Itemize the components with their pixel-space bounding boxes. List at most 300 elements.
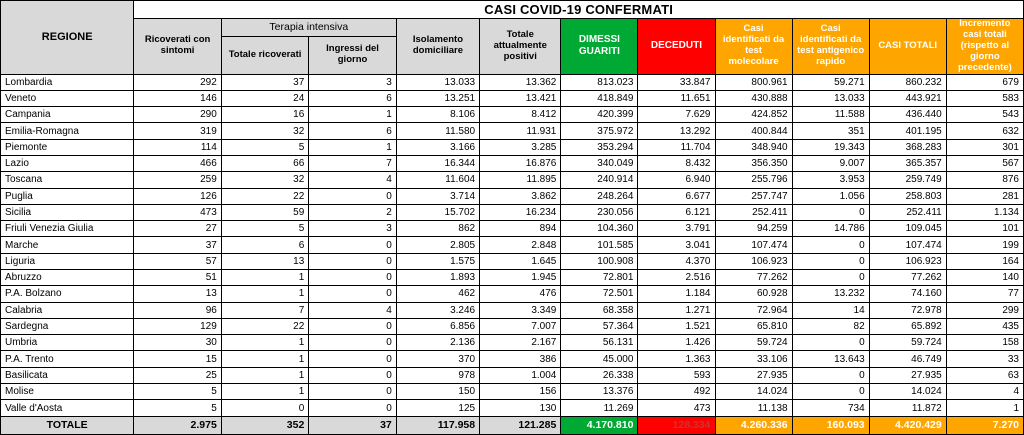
cell-terapia-intensiva-totale: 1 [221, 367, 308, 383]
cell-molecolare: 27.935 [715, 367, 792, 383]
cell-regione: P.A. Bolzano [1, 286, 134, 302]
cell-antigenico: 11.588 [792, 107, 869, 123]
cell-terapia-intensiva-totale: 1 [221, 335, 308, 351]
cell-ricoverati: 126 [134, 188, 221, 204]
table-row [1, 253, 1024, 269]
cell-regione: Lombardia [1, 74, 134, 90]
cell-casi-totali: 443.921 [869, 90, 946, 106]
cell-molecolare: 356.350 [715, 156, 792, 172]
table-row [1, 74, 1024, 90]
cell-ricoverati: 146 [134, 90, 221, 106]
header-totale-attualmente-positivi: Totale attualmente positivi [480, 19, 561, 75]
cell-incremento: 1 [946, 400, 1023, 417]
cell-ricoverati: 96 [134, 302, 221, 318]
cell-ricoverati: 27 [134, 221, 221, 237]
cell-incremento: 632 [946, 123, 1023, 139]
total-casi-totali: 4.420.429 [869, 416, 946, 434]
cell-ricoverati: 114 [134, 139, 221, 155]
cell-terapia-intensiva-totale: 1 [221, 351, 308, 367]
cell-terapia-intensiva-ingressi: 0 [309, 383, 396, 399]
cell-positivi: 1.645 [480, 253, 561, 269]
cell-incremento: 158 [946, 335, 1023, 351]
cell-positivi: 476 [480, 286, 561, 302]
table-row [1, 302, 1024, 318]
cell-incremento: 63 [946, 367, 1023, 383]
cell-ricoverati: 37 [134, 237, 221, 253]
cell-incremento: 435 [946, 318, 1023, 334]
cell-deceduti: 7.629 [638, 107, 715, 123]
cell-casi-totali: 65.892 [869, 318, 946, 334]
cell-antigenico: 13.643 [792, 351, 869, 367]
cell-casi-totali: 14.024 [869, 383, 946, 399]
cell-incremento: 543 [946, 107, 1023, 123]
cell-casi-totali: 109.045 [869, 221, 946, 237]
cell-molecolare: 106.923 [715, 253, 792, 269]
cell-regione: Molise [1, 383, 134, 399]
cell-molecolare: 65.810 [715, 318, 792, 334]
cell-antigenico: 0 [792, 204, 869, 220]
cell-guariti: 45.000 [561, 351, 638, 367]
cell-isolamento: 1.575 [396, 253, 479, 269]
cell-regione: Toscana [1, 172, 134, 188]
cell-ricoverati: 466 [134, 156, 221, 172]
cell-deceduti: 1.521 [638, 318, 715, 334]
cell-isolamento: 8.106 [396, 107, 479, 123]
header-terapia-intensiva: Terapia intensiva [221, 19, 396, 37]
cell-incremento: 33 [946, 351, 1023, 367]
cell-ricoverati: 129 [134, 318, 221, 334]
cell-guariti: 418.849 [561, 90, 638, 106]
total-guariti: 4.170.810 [561, 416, 638, 434]
cell-terapia-intensiva-totale: 13 [221, 253, 308, 269]
total-ricoverati: 2.975 [134, 416, 221, 434]
cell-terapia-intensiva-ingressi: 0 [309, 318, 396, 334]
cell-antigenico: 3.953 [792, 172, 869, 188]
cell-molecolare: 257.747 [715, 188, 792, 204]
cell-regione: Calabria [1, 302, 134, 318]
cell-isolamento: 3.714 [396, 188, 479, 204]
cell-positivi: 2.167 [480, 335, 561, 351]
cell-incremento: 301 [946, 139, 1023, 155]
cell-positivi: 16.876 [480, 156, 561, 172]
cell-positivi: 13.421 [480, 90, 561, 106]
cell-molecolare: 14.024 [715, 383, 792, 399]
cell-molecolare: 430.888 [715, 90, 792, 106]
cell-guariti: 240.914 [561, 172, 638, 188]
cell-positivi: 130 [480, 400, 561, 417]
cell-isolamento: 13.251 [396, 90, 479, 106]
total-terapia-intensiva-totale: 352 [221, 416, 308, 434]
total-positivi: 121.285 [480, 416, 561, 434]
cell-terapia-intensiva-ingressi: 0 [309, 335, 396, 351]
cell-antigenico: 59.271 [792, 74, 869, 90]
cell-casi-totali: 860.232 [869, 74, 946, 90]
cell-regione: Emilia-Romagna [1, 123, 134, 139]
cell-incremento: 1.134 [946, 204, 1023, 220]
cell-casi-totali: 106.923 [869, 253, 946, 269]
cell-terapia-intensiva-ingressi: 3 [309, 221, 396, 237]
cell-incremento: 583 [946, 90, 1023, 106]
cell-incremento: 299 [946, 302, 1023, 318]
cell-terapia-intensiva-ingressi: 1 [309, 139, 396, 155]
cell-terapia-intensiva-ingressi: 4 [309, 302, 396, 318]
cell-isolamento: 1.893 [396, 269, 479, 285]
cell-incremento: 281 [946, 188, 1023, 204]
cell-guariti: 813.023 [561, 74, 638, 90]
cell-deceduti: 593 [638, 367, 715, 383]
cell-terapia-intensiva-ingressi: 0 [309, 351, 396, 367]
cell-terapia-intensiva-ingressi: 0 [309, 253, 396, 269]
header-regione: REGIONE [1, 1, 134, 75]
cell-guariti: 375.972 [561, 123, 638, 139]
cell-deceduti: 1.184 [638, 286, 715, 302]
total-row [1, 416, 1024, 434]
cell-antigenico: 14.786 [792, 221, 869, 237]
cell-positivi: 13.362 [480, 74, 561, 90]
cell-guariti: 230.056 [561, 204, 638, 220]
cell-guariti: 104.360 [561, 221, 638, 237]
cell-guariti: 68.358 [561, 302, 638, 318]
total-antigenico: 160.093 [792, 416, 869, 434]
cell-antigenico: 19.343 [792, 139, 869, 155]
cell-positivi: 2.848 [480, 237, 561, 253]
cell-terapia-intensiva-totale: 32 [221, 123, 308, 139]
cell-casi-totali: 401.195 [869, 123, 946, 139]
cell-antigenico: 0 [792, 335, 869, 351]
cell-incremento: 164 [946, 253, 1023, 269]
cell-terapia-intensiva-ingressi: 4 [309, 172, 396, 188]
table-title: CASI COVID-19 CONFERMATI [134, 1, 1024, 19]
cell-casi-totali: 11.872 [869, 400, 946, 417]
cell-terapia-intensiva-totale: 0 [221, 400, 308, 417]
cell-terapia-intensiva-ingressi: 6 [309, 123, 396, 139]
cell-guariti: 72.501 [561, 286, 638, 302]
cell-ricoverati: 51 [134, 269, 221, 285]
cell-ricoverati: 13 [134, 286, 221, 302]
cell-terapia-intensiva-ingressi: 0 [309, 400, 396, 417]
cell-terapia-intensiva-ingressi: 0 [309, 286, 396, 302]
cell-ricoverati: 319 [134, 123, 221, 139]
cell-casi-totali: 77.262 [869, 269, 946, 285]
table-row [1, 139, 1024, 155]
cell-regione: Valle d'Aosta [1, 400, 134, 417]
cell-molecolare: 255.796 [715, 172, 792, 188]
cell-isolamento: 3.246 [396, 302, 479, 318]
total-isolamento: 117.958 [396, 416, 479, 434]
header-dimessi-guariti: DIMESSI GUARITI [561, 19, 638, 75]
cell-terapia-intensiva-totale: 66 [221, 156, 308, 172]
table-row [1, 90, 1024, 106]
cell-terapia-intensiva-totale: 1 [221, 383, 308, 399]
cell-molecolare: 77.262 [715, 269, 792, 285]
cell-terapia-intensiva-totale: 37 [221, 74, 308, 90]
cell-guariti: 248.264 [561, 188, 638, 204]
cell-antigenico: 0 [792, 383, 869, 399]
header-casi-test-molecolare: Casi identificati da test molecolare [715, 19, 792, 75]
header-ingressi-del-giorno: Ingressi del giorno [309, 37, 396, 75]
cell-terapia-intensiva-ingressi: 1 [309, 107, 396, 123]
cell-isolamento: 15.702 [396, 204, 479, 220]
cell-deceduti: 1.426 [638, 335, 715, 351]
cell-incremento: 4 [946, 383, 1023, 399]
cell-molecolare: 348.940 [715, 139, 792, 155]
cell-molecolare: 60.928 [715, 286, 792, 302]
cell-molecolare: 107.474 [715, 237, 792, 253]
cell-antigenico: 0 [792, 237, 869, 253]
cell-regione: Abruzzo [1, 269, 134, 285]
cell-guariti: 57.364 [561, 318, 638, 334]
cell-antigenico: 13.033 [792, 90, 869, 106]
cell-regione: Liguria [1, 253, 134, 269]
cell-deceduti: 13.292 [638, 123, 715, 139]
cell-casi-totali: 252.411 [869, 204, 946, 220]
cell-deceduti: 3.041 [638, 237, 715, 253]
cell-casi-totali: 368.283 [869, 139, 946, 155]
table-footer [1, 416, 1024, 434]
table-header [1, 1, 1024, 75]
cell-regione: Sardegna [1, 318, 134, 334]
cell-terapia-intensiva-ingressi: 0 [309, 367, 396, 383]
cell-isolamento: 3.166 [396, 139, 479, 155]
table-row [1, 221, 1024, 237]
cell-regione: Basilicata [1, 367, 134, 383]
cell-guariti: 100.908 [561, 253, 638, 269]
cell-guariti: 340.049 [561, 156, 638, 172]
cell-molecolare: 72.964 [715, 302, 792, 318]
cell-positivi: 1.004 [480, 367, 561, 383]
cell-molecolare: 59.724 [715, 335, 792, 351]
header-group-row [1, 19, 1024, 37]
cell-regione: Veneto [1, 90, 134, 106]
cell-deceduti: 6.121 [638, 204, 715, 220]
cell-guariti: 420.399 [561, 107, 638, 123]
total-deceduti: 128.334 [638, 416, 715, 434]
cell-antigenico: 13.232 [792, 286, 869, 302]
cell-antigenico: 1.056 [792, 188, 869, 204]
cell-molecolare: 252.411 [715, 204, 792, 220]
cell-molecolare: 424.852 [715, 107, 792, 123]
cell-casi-totali: 436.440 [869, 107, 946, 123]
cell-regione: P.A. Trento [1, 351, 134, 367]
table-row [1, 367, 1024, 383]
cell-positivi: 11.931 [480, 123, 561, 139]
cell-casi-totali: 59.724 [869, 335, 946, 351]
cell-regione: Campania [1, 107, 134, 123]
cell-regione: Friuli Venezia Giulia [1, 221, 134, 237]
cell-antigenico: 0 [792, 367, 869, 383]
cell-positivi: 3.862 [480, 188, 561, 204]
header-casi-test-antigenico: Casi identificati da test antigenico rapido [792, 19, 869, 75]
cell-terapia-intensiva-ingressi: 3 [309, 74, 396, 90]
cell-guariti: 72.801 [561, 269, 638, 285]
cell-terapia-intensiva-totale: 5 [221, 139, 308, 155]
cell-incremento: 567 [946, 156, 1023, 172]
total-terapia-intensiva-ingressi: 37 [309, 416, 396, 434]
table-row [1, 383, 1024, 399]
cell-guariti: 11.269 [561, 400, 638, 417]
table-row [1, 107, 1024, 123]
cell-positivi: 1.945 [480, 269, 561, 285]
cell-casi-totali: 27.935 [869, 367, 946, 383]
cell-terapia-intensiva-totale: 6 [221, 237, 308, 253]
cell-isolamento: 862 [396, 221, 479, 237]
cell-guariti: 56.131 [561, 335, 638, 351]
cell-ricoverati: 57 [134, 253, 221, 269]
cell-isolamento: 13.033 [396, 74, 479, 90]
cell-isolamento: 16.344 [396, 156, 479, 172]
cell-casi-totali: 74.160 [869, 286, 946, 302]
cell-casi-totali: 107.474 [869, 237, 946, 253]
cell-terapia-intensiva-ingressi: 2 [309, 204, 396, 220]
cell-deceduti: 1.271 [638, 302, 715, 318]
cell-terapia-intensiva-totale: 59 [221, 204, 308, 220]
cell-regione: Piemonte [1, 139, 134, 155]
cell-terapia-intensiva-totale: 7 [221, 302, 308, 318]
cell-antigenico: 82 [792, 318, 869, 334]
cell-incremento: 679 [946, 74, 1023, 90]
cell-deceduti: 473 [638, 400, 715, 417]
cell-isolamento: 978 [396, 367, 479, 383]
cell-deceduti: 1.363 [638, 351, 715, 367]
table-body [1, 74, 1024, 416]
cell-isolamento: 150 [396, 383, 479, 399]
cell-antigenico: 0 [792, 253, 869, 269]
cell-casi-totali: 259.749 [869, 172, 946, 188]
cell-deceduti: 4.370 [638, 253, 715, 269]
cell-isolamento: 11.580 [396, 123, 479, 139]
cell-isolamento: 370 [396, 351, 479, 367]
header-isolamento-domiciliare: Isolamento domiciliare [396, 19, 479, 75]
cell-antigenico: 14 [792, 302, 869, 318]
cell-isolamento: 2.136 [396, 335, 479, 351]
cell-guariti: 13.376 [561, 383, 638, 399]
cell-positivi: 16.234 [480, 204, 561, 220]
cell-guariti: 101.585 [561, 237, 638, 253]
cell-isolamento: 2.805 [396, 237, 479, 253]
cell-regione: Puglia [1, 188, 134, 204]
cell-ricoverati: 292 [134, 74, 221, 90]
cell-positivi: 11.895 [480, 172, 561, 188]
table-row [1, 188, 1024, 204]
cell-terapia-intensiva-totale: 32 [221, 172, 308, 188]
total-incremento: 7.270 [946, 416, 1023, 434]
header-ricoverati-con-sintomi: Ricoverati con sintomi [134, 19, 221, 75]
cell-positivi: 7.007 [480, 318, 561, 334]
cell-antigenico: 9.007 [792, 156, 869, 172]
cell-terapia-intensiva-totale: 24 [221, 90, 308, 106]
cell-terapia-intensiva-totale: 1 [221, 269, 308, 285]
table-row [1, 237, 1024, 253]
cell-terapia-intensiva-ingressi: 0 [309, 188, 396, 204]
total-label: TOTALE [1, 416, 134, 434]
cell-terapia-intensiva-totale: 5 [221, 221, 308, 237]
cell-regione: Umbria [1, 335, 134, 351]
cell-positivi: 8.412 [480, 107, 561, 123]
cell-ricoverati: 25 [134, 367, 221, 383]
cell-regione: Lazio [1, 156, 134, 172]
cell-molecolare: 94.259 [715, 221, 792, 237]
cell-positivi: 386 [480, 351, 561, 367]
table-row [1, 335, 1024, 351]
table-row [1, 156, 1024, 172]
cell-deceduti: 11.704 [638, 139, 715, 155]
cell-terapia-intensiva-ingressi: 7 [309, 156, 396, 172]
cell-regione: Sicilia [1, 204, 134, 220]
cell-molecolare: 800.961 [715, 74, 792, 90]
cell-deceduti: 2.516 [638, 269, 715, 285]
cell-terapia-intensiva-totale: 22 [221, 188, 308, 204]
table-row [1, 318, 1024, 334]
cell-terapia-intensiva-ingressi: 0 [309, 237, 396, 253]
cell-isolamento: 11.604 [396, 172, 479, 188]
table-row [1, 172, 1024, 188]
cell-terapia-intensiva-totale: 1 [221, 286, 308, 302]
table-row [1, 269, 1024, 285]
cell-ricoverati: 15 [134, 351, 221, 367]
cell-deceduti: 33.847 [638, 74, 715, 90]
cell-isolamento: 462 [396, 286, 479, 302]
table-row [1, 286, 1024, 302]
cell-ricoverati: 259 [134, 172, 221, 188]
cell-casi-totali: 365.357 [869, 156, 946, 172]
cell-deceduti: 6.677 [638, 188, 715, 204]
cell-positivi: 894 [480, 221, 561, 237]
cell-deceduti: 3.791 [638, 221, 715, 237]
cell-deceduti: 492 [638, 383, 715, 399]
cell-ricoverati: 290 [134, 107, 221, 123]
cell-positivi: 156 [480, 383, 561, 399]
cell-isolamento: 125 [396, 400, 479, 417]
header-title-row [1, 1, 1024, 19]
table-row [1, 351, 1024, 367]
cell-casi-totali: 46.749 [869, 351, 946, 367]
cell-deceduti: 6.940 [638, 172, 715, 188]
header-totale-ricoverati: Totale ricoverati [221, 37, 308, 75]
cell-antigenico: 351 [792, 123, 869, 139]
header-incremento-casi-totali: Incremento casi totali (rispetto al giorno precedente) [946, 19, 1023, 75]
cell-isolamento: 6.856 [396, 318, 479, 334]
cell-molecolare: 33.106 [715, 351, 792, 367]
cell-terapia-intensiva-ingressi: 0 [309, 269, 396, 285]
cell-guariti: 26.338 [561, 367, 638, 383]
table-row [1, 123, 1024, 139]
cell-incremento: 140 [946, 269, 1023, 285]
header-casi-totali: CASI TOTALI [869, 19, 946, 75]
total-molecolare: 4.260.336 [715, 416, 792, 434]
cell-deceduti: 8.432 [638, 156, 715, 172]
cell-positivi: 3.349 [480, 302, 561, 318]
cell-incremento: 77 [946, 286, 1023, 302]
cell-terapia-intensiva-totale: 16 [221, 107, 308, 123]
cell-incremento: 876 [946, 172, 1023, 188]
cell-casi-totali: 258.803 [869, 188, 946, 204]
cell-ricoverati: 5 [134, 383, 221, 399]
cell-ricoverati: 5 [134, 400, 221, 417]
cell-casi-totali: 72.978 [869, 302, 946, 318]
cell-ricoverati: 473 [134, 204, 221, 220]
cell-deceduti: 11.651 [638, 90, 715, 106]
cell-molecolare: 11.138 [715, 400, 792, 417]
header-deceduti: DECEDUTI [638, 19, 715, 75]
cell-incremento: 101 [946, 221, 1023, 237]
cell-incremento: 199 [946, 237, 1023, 253]
cell-guariti: 353.294 [561, 139, 638, 155]
table-row [1, 400, 1024, 417]
cell-antigenico: 734 [792, 400, 869, 417]
cell-regione: Marche [1, 237, 134, 253]
cell-terapia-intensiva-ingressi: 6 [309, 90, 396, 106]
cell-ricoverati: 30 [134, 335, 221, 351]
